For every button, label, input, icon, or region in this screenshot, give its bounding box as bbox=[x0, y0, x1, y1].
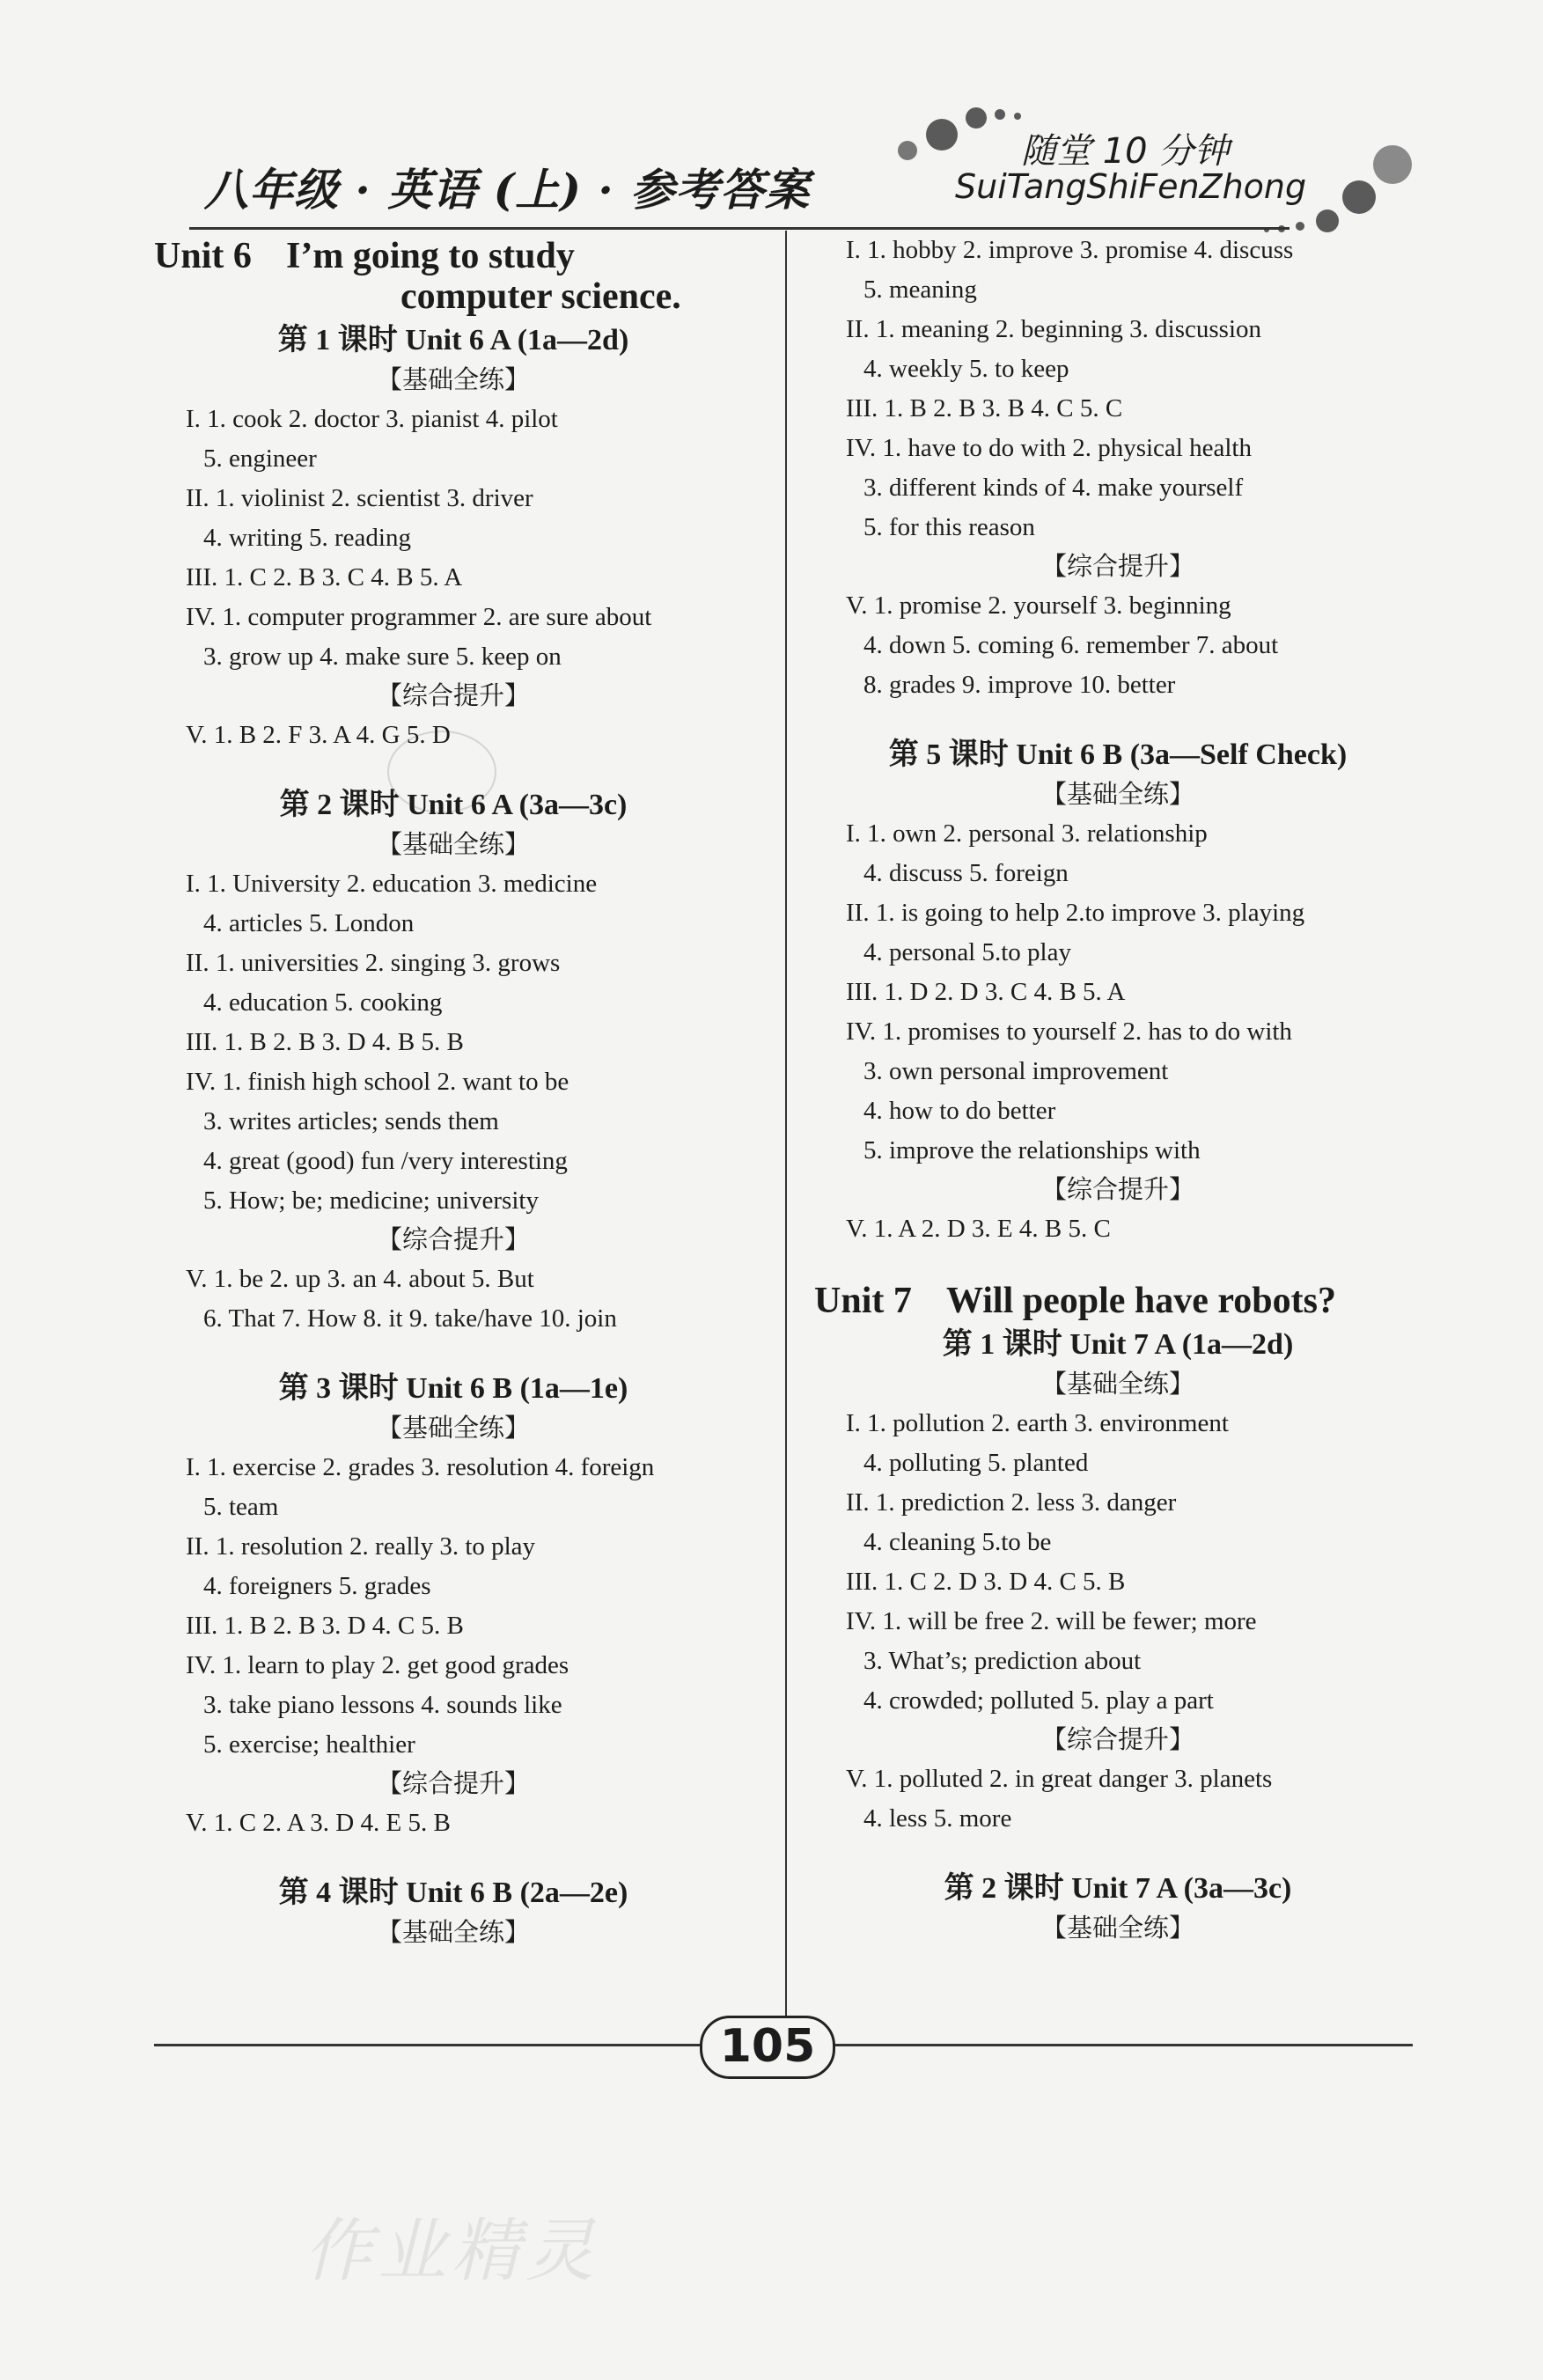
answer-line: 4. foreigners 5. grades bbox=[203, 1572, 431, 1600]
answer-line: 3. What’s; prediction about bbox=[863, 1647, 1142, 1675]
answer-line: 3. writes articles; sends them bbox=[203, 1107, 499, 1135]
answer-line: 4. crowded; polluted 5. play a part bbox=[863, 1686, 1214, 1715]
answer-line: III. 1. C 2. B 3. C 4. B 5. A bbox=[186, 563, 463, 591]
answer-line: 3. different kinds of 4. make yourself bbox=[863, 474, 1244, 502]
section-heading: 【基础全练】 bbox=[376, 366, 530, 394]
answer-line: 4. down 5. coming 6. remember 7. about bbox=[863, 631, 1279, 659]
section-heading: 【基础全练】 bbox=[1040, 781, 1194, 809]
answer-line: 5. engineer bbox=[203, 444, 317, 473]
answer-line: V. 1. C 2. A 3. D 4. E 5. B bbox=[186, 1809, 451, 1837]
unit6-title: Unit 6 I’m going to study computer science. bbox=[154, 236, 681, 317]
answer-line: IV. 1. promises to yourself 2. has to do with bbox=[846, 1017, 1292, 1046]
answer-line: 4. personal 5.to play bbox=[863, 938, 1071, 966]
lesson-title: 第 2 课时 Unit 6 A (3a—3c) bbox=[279, 789, 628, 821]
answer-line: 4. education 5. cooking bbox=[203, 988, 443, 1017]
answer-line: II. 1. meaning 2. beginning 3. discussion bbox=[846, 315, 1262, 343]
answer-line: IV. 1. computer programmer 2. are sure about bbox=[186, 603, 652, 631]
lesson-title: 第 1 课时 Unit 6 A (1a—2d) bbox=[277, 324, 629, 356]
answer-line: I. 1. hobby 2. improve 3. promise 4. discuss bbox=[846, 236, 1294, 264]
lesson-title: 第 1 课时 Unit 7 A (1a—2d) bbox=[942, 1328, 1294, 1361]
unit7-title: Unit 7 Will people have robots? bbox=[814, 1281, 1336, 1321]
answer-line: 4. articles 5. London bbox=[203, 909, 415, 937]
column-divider bbox=[785, 231, 787, 2044]
answer-line: 4. discuss 5. foreign bbox=[863, 859, 1069, 887]
section-heading: 【综合提升】 bbox=[376, 1770, 530, 1798]
lesson-title: 第 3 课时 Unit 6 B (1a—1e) bbox=[278, 1372, 628, 1405]
section-heading: 【基础全练】 bbox=[1040, 1370, 1194, 1399]
answer-line: II. 1. violinist 2. scientist 3. driver bbox=[186, 484, 533, 512]
header-title: 八年级 · 英语 (上) · 参考答案 bbox=[204, 164, 811, 216]
section-heading: 【综合提升】 bbox=[1040, 1176, 1194, 1204]
answer-line: II. 1. is going to help 2.to improve 3. playing bbox=[846, 899, 1305, 927]
answer-line: 5. meaning bbox=[863, 275, 977, 304]
answer-line: 8. grades 9. improve 10. better bbox=[863, 671, 1176, 699]
answer-line: III. 1. B 2. B 3. D 4. C 5. B bbox=[186, 1612, 464, 1640]
answer-line: 5. improve the relationships with bbox=[863, 1136, 1201, 1164]
watermark: 作业精灵 bbox=[304, 2212, 600, 2291]
answer-line: 6. That 7. How 8. it 9. take/have 10. join bbox=[203, 1304, 617, 1333]
answer-line: II. 1. resolution 2. really 3. to play bbox=[186, 1532, 536, 1561]
answer-line: V. 1. polluted 2. in great danger 3. planets bbox=[846, 1765, 1273, 1793]
answer-line: 5. exercise; healthier bbox=[203, 1730, 415, 1759]
answer-line: 3. grow up 4. make sure 5. keep on bbox=[203, 643, 562, 671]
answer-line: V. 1. promise 2. yourself 3. beginning bbox=[846, 591, 1231, 620]
answer-line: IV. 1. learn to play 2. get good grades bbox=[186, 1651, 569, 1679]
answer-line: 5. team bbox=[203, 1493, 279, 1521]
lesson-title: 第 2 课时 Unit 7 A (3a—3c) bbox=[944, 1872, 1292, 1905]
section-heading: 【综合提升】 bbox=[1040, 1726, 1194, 1754]
answer-line: V. 1. be 2. up 3. an 4. about 5. But bbox=[186, 1265, 534, 1293]
answer-line: IV. 1. have to do with 2. physical health bbox=[846, 434, 1252, 462]
answer-line: I. 1. exercise 2. grades 3. resolution 4. foreign bbox=[186, 1453, 655, 1481]
section-heading: 【综合提升】 bbox=[376, 682, 530, 710]
answer-line: 4. great (good) fun /very interesting bbox=[203, 1147, 568, 1175]
page-number: 105 bbox=[700, 2016, 835, 2079]
answer-line: 5. for this reason bbox=[863, 513, 1035, 541]
section-heading: 【基础全练】 bbox=[376, 1919, 530, 1947]
answer-line: I. 1. own 2. personal 3. relationship bbox=[846, 819, 1208, 848]
section-heading: 【基础全练】 bbox=[376, 831, 530, 859]
answer-line: III. 1. B 2. B 3. D 4. B 5. B bbox=[186, 1028, 464, 1056]
answer-line: IV. 1. will be free 2. will be fewer; more bbox=[846, 1607, 1257, 1635]
lesson-title: 第 4 课时 Unit 6 B (2a—2e) bbox=[278, 1877, 628, 1909]
answer-line: III. 1. D 2. D 3. C 4. B 5. A bbox=[846, 978, 1126, 1006]
answer-line: II. 1. universities 2. singing 3. grows bbox=[186, 949, 561, 977]
answer-line: 4. polluting 5. planted bbox=[863, 1449, 1089, 1477]
answer-line: I. 1. pollution 2. earth 3. environment bbox=[846, 1409, 1229, 1437]
answer-line: I. 1. University 2. education 3. medicine bbox=[186, 870, 598, 898]
answer-line: IV. 1. finish high school 2. want to be bbox=[186, 1068, 569, 1096]
answer-line: 4. less 5. more bbox=[863, 1804, 1012, 1833]
answer-line: II. 1. prediction 2. less 3. danger bbox=[846, 1488, 1177, 1517]
header-divider bbox=[189, 227, 1290, 230]
section-heading: 【综合提升】 bbox=[376, 1226, 530, 1254]
section-heading: 【综合提升】 bbox=[1040, 553, 1194, 581]
lesson-title: 第 5 课时 Unit 6 B (3a—Self Check) bbox=[888, 738, 1348, 771]
answer-line: 5. How; be; medicine; university bbox=[203, 1186, 539, 1215]
answer-line: 3. take piano lessons 4. sounds like bbox=[203, 1691, 562, 1719]
answer-line: 4. writing 5. reading bbox=[203, 524, 411, 552]
answer-line: III. 1. C 2. D 3. D 4. C 5. B bbox=[846, 1568, 1126, 1596]
answer-line: I. 1. cook 2. doctor 3. pianist 4. pilot bbox=[186, 405, 558, 433]
section-heading: 【基础全练】 bbox=[1040, 1914, 1194, 1943]
answer-line: V. 1. B 2. F 3. A 4. G 5. D bbox=[186, 721, 451, 749]
right-column bbox=[814, 231, 1422, 1948]
section-heading: 【基础全练】 bbox=[376, 1414, 530, 1443]
answer-line: 4. cleaning 5.to be bbox=[863, 1528, 1052, 1556]
left-column bbox=[154, 231, 753, 1952]
answer-line: III. 1. B 2. B 3. B 4. C 5. C bbox=[846, 394, 1123, 422]
answer-line: 3. own personal improvement bbox=[863, 1057, 1169, 1085]
answer-line: V. 1. A 2. D 3. E 4. B 5. C bbox=[846, 1215, 1111, 1243]
answer-line: 4. weekly 5. to keep bbox=[863, 355, 1069, 383]
brand-pinyin: SuiTangShiFenZhong bbox=[955, 167, 1307, 206]
brand-chinese: 随堂 10 分钟 bbox=[1021, 131, 1230, 172]
answer-line: 4. how to do better bbox=[863, 1097, 1056, 1125]
